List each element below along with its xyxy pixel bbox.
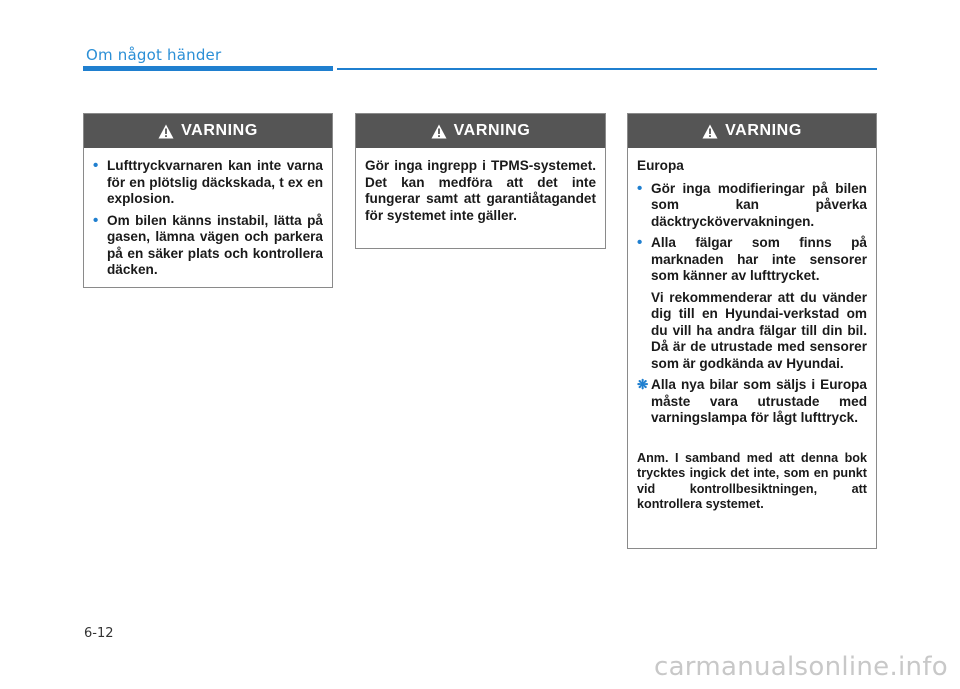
warning-body: [84, 148, 332, 296]
list-item-text: Alla fälgar som finns på marknaden har inte sensorer som känner av lufttrycket.: [651, 235, 867, 283]
warning-text: Gör inga ingrepp i TPMS-systemet. Det kan medföra att det inte fungerar samt att garantiåtagandet för systemet inte gäller.: [365, 158, 596, 223]
warning-body: [356, 148, 605, 236]
section-title: Om något händer: [86, 46, 222, 64]
list-item: • Om bilen känns instabil, lätta på gasen, lämna vägen och parkera på en säker plats och kontrollera däcken.: [93, 213, 323, 279]
warning-box-3: [627, 113, 877, 549]
warning-header: [356, 114, 605, 148]
warning-triangle-icon: [158, 124, 174, 139]
warning-header: [84, 114, 332, 148]
warning-box-2: [355, 113, 606, 249]
asterism-icon: ❋: [637, 377, 649, 392]
star-text: Alla nya bilar som säljs i Europa måste vara utrustade med varningslampa för lågt lufttryck.: [651, 377, 867, 425]
warning-title: VARNING: [181, 122, 258, 139]
list-item: [637, 235, 867, 285]
page-number: 6-12: [84, 626, 114, 641]
list-item: • Lufttryckvarnaren kan inte varna för en plötslig däckskada, t ex en explosion.: [93, 158, 323, 208]
note-text: Anm. I samband med att denna bok trycktes ingick det inte, som en punkt vid kontrollbesiktningen, att kontrollera systemet.: [637, 450, 867, 511]
warning-title: VARNING: [453, 122, 531, 139]
warning-title: VARNING: [725, 122, 802, 139]
sub-paragraph: Vi rekommenderar att du vänder dig till en Hyundai-verkstad om du vill ha andra fälgar till din bil. Då är de utrustade med sensorer som är godkända av Hyundai.: [651, 289, 867, 371]
warning-body: [628, 148, 876, 525]
header-rule-thin: [337, 68, 877, 70]
warning-box-1: [83, 113, 333, 288]
warning-header: [628, 114, 876, 148]
region-label: Europa: [637, 158, 684, 173]
star-item: [637, 377, 867, 427]
warning-triangle-icon: [431, 124, 447, 139]
watermark: carmanualsonline.info: [653, 652, 948, 682]
header-rule-thick: [83, 66, 333, 71]
list-item: • Gör inga modifieringar på bilen som kan påverka däcktryckövervakningen.: [637, 181, 867, 231]
warning-triangle-icon: [702, 124, 718, 139]
